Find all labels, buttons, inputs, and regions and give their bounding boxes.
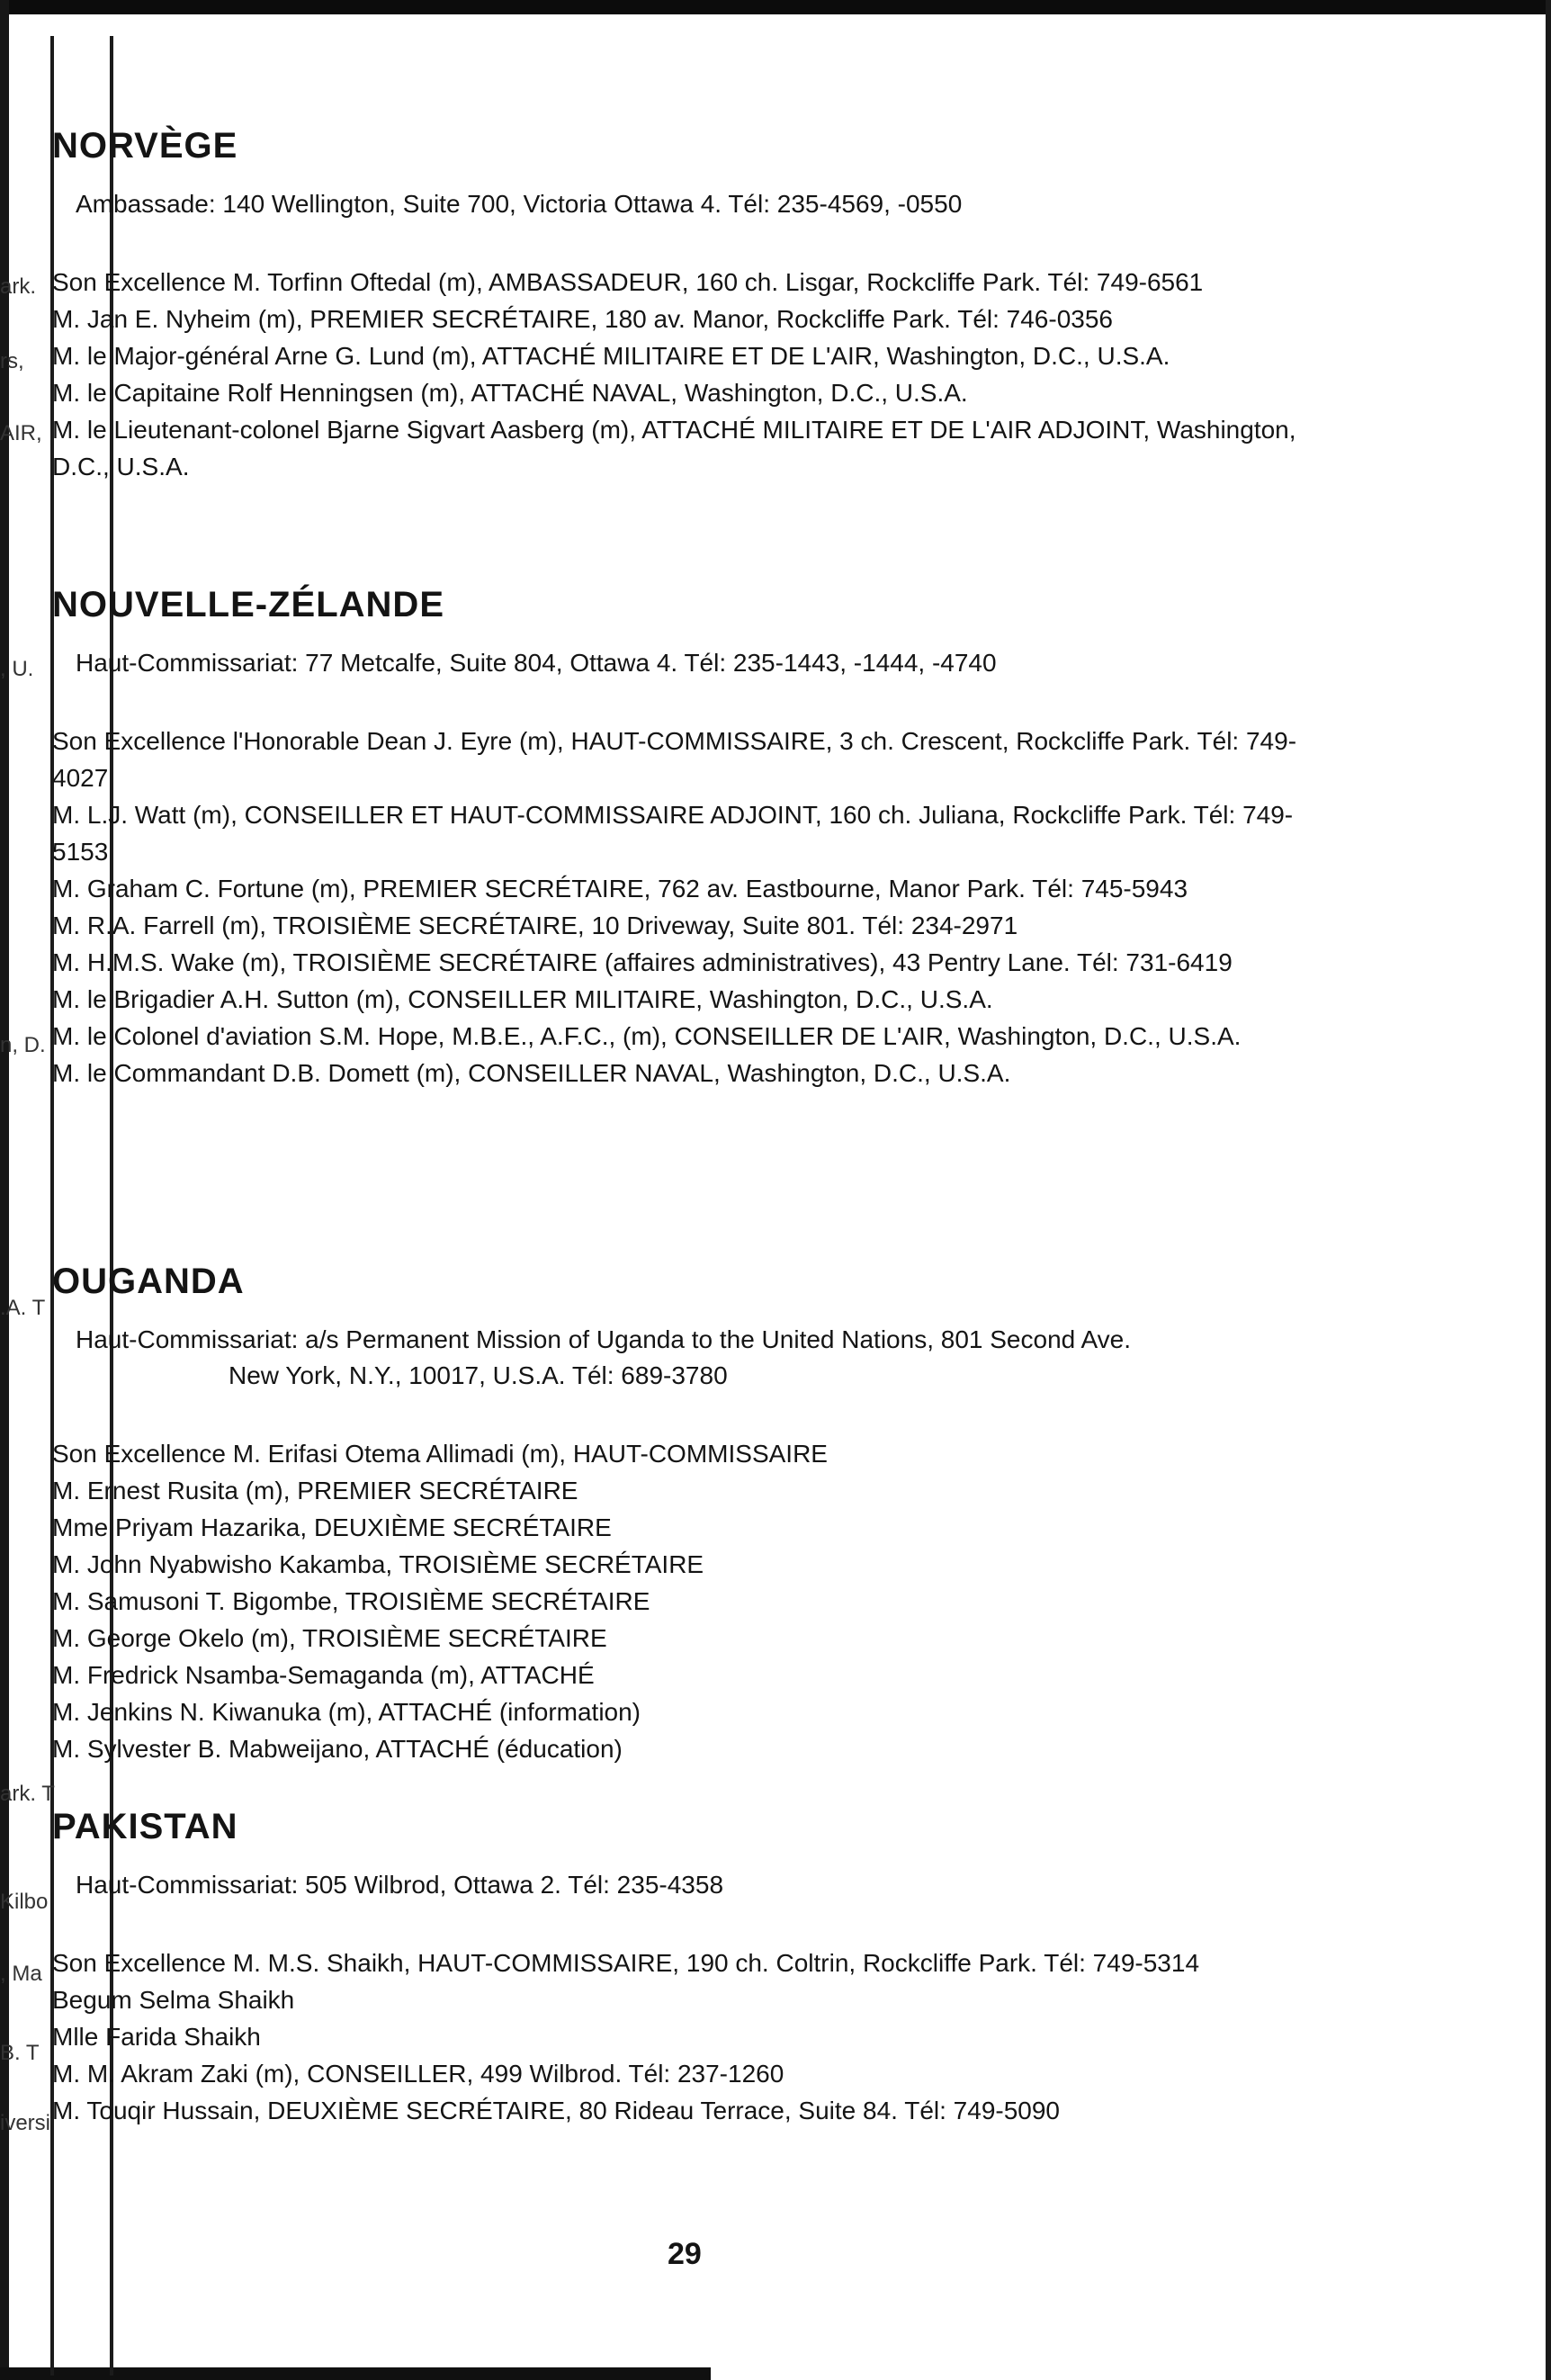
staff-entry: M. George Okelo (m), TROISIÈME SECRÉTAIRE xyxy=(52,1624,607,1652)
scan-top-border xyxy=(0,0,1551,14)
edge-fragment: B. T xyxy=(0,2041,40,2065)
page-number: 29 xyxy=(668,2237,702,2271)
staff-entry: M. John Nyabwisho Kakamba, TROISIÈME SECRÉTAIRE xyxy=(52,1550,704,1578)
staff-entry: Son Excellence M. Erifasi Otema Allimadi (m), HAUT-COMMISSAIRE xyxy=(52,1440,828,1468)
staff-entry: M. Graham C. Fortune (m), PREMIER SECRÉTAIRE, 762 av. Eastbourne, Manor Park. Tél: 745-5943 xyxy=(52,875,1188,903)
directory-page xyxy=(52,126,1339,2156)
staff-entry: M. Ernest Rusita (m), PREMIER SECRÉTAIRE xyxy=(52,1477,578,1504)
country-heading: PAKISTAN xyxy=(52,1807,238,1846)
staff-entry: Son Excellence M. M.S. Shaikh, HAUT-COMMISSAIRE, 190 ch. Coltrin, Rockcliffe Park. Tél: 749-5314 xyxy=(52,1949,1200,1977)
staff-entry: Son Excellence M. Torfinn Oftedal (m), AMBASSADEUR, 160 ch. Lisgar, Rockcliffe Park. Tél: 749-6561 xyxy=(52,268,1204,296)
edge-fragment: Kilbo xyxy=(0,1890,49,1914)
scan-right-border xyxy=(1546,0,1551,2380)
staff-entry: M. Jan E. Nyheim (m), PREMIER SECRÉTAIRE, 180 av. Manor, Rockcliffe Park. Tél: 746-0356 xyxy=(52,305,1113,333)
mission-address: Haut-Commissariat: a/s Permanent Mission of Uganda to the United Nations, 801 Second Ave. New York, N.Y., 10017, U.S.A. Tél: 689-3780 xyxy=(76,1325,1131,1389)
staff-entry: M. Samusoni T. Bigombe, TROISIÈME SECRÉTAIRE xyxy=(52,1587,650,1615)
staff-entry: M. R.A. Farrell (m), TROISIÈME SECRÉTAIRE, 10 Driveway, Suite 801. Tél: 234-2971 xyxy=(52,912,1018,939)
edge-fragment: iversi xyxy=(0,2111,51,2135)
edge-fragment: .A. T xyxy=(0,1296,46,1320)
mission-address: Haut-Commissariat: 505 Wilbrod, Ottawa 2. Tél: 235-4358 xyxy=(76,1871,724,1899)
staff-entry: M. le Brigadier A.H. Sutton (m), CONSEILLER MILITAIRE, Washington, D.C., U.S.A. xyxy=(52,985,993,1013)
staff-list xyxy=(52,1435,1339,1767)
edge-fragment: n, D. xyxy=(0,1033,46,1057)
staff-entry: M. le Commandant D.B. Domett (m), CONSEILLER NAVAL, Washington, D.C., U.S.A. xyxy=(52,1059,1011,1087)
edge-fragment: , U. xyxy=(0,657,34,681)
edge-fragment: ark. T xyxy=(0,1782,55,1806)
staff-entry: M. le Capitaine Rolf Henningsen (m), ATTACHÉ NAVAL, Washington, D.C., U.S.A. xyxy=(52,379,968,407)
staff-entry: M. Sylvester B. Mabweijano, ATTACHÉ (éducation) xyxy=(52,1735,623,1763)
staff-list xyxy=(52,264,1339,485)
edge-fragment: ark. xyxy=(0,274,37,299)
mission-address: Haut-Commissariat: 77 Metcalfe, Suite 804, Ottawa 4. Tél: 235-1443, -1444, -4740 xyxy=(76,649,997,677)
edge-fragment: AIR, xyxy=(0,421,42,445)
staff-entry: M. H.M.S. Wake (m), TROISIÈME SECRÉTAIRE (affaires administratives), 43 Pentry Lane. Tél: 731-6419 xyxy=(52,948,1233,976)
country-section-new-zealand xyxy=(52,585,1339,1262)
country-section-norway xyxy=(52,126,1339,585)
scan-bottom-border xyxy=(0,2367,711,2380)
country-heading: NOUVELLE-ZÉLANDE xyxy=(52,585,444,624)
country-heading: OUGANDA xyxy=(52,1262,245,1301)
edge-fragment: rs, xyxy=(0,349,24,373)
staff-entry: M. le Colonel d'aviation S.M. Hope, M.B.E., A.F.C., (m), CONSEILLER DE L'AIR, Washington, D.C., U.S.A. xyxy=(52,1022,1242,1050)
country-heading: NORVÈGE xyxy=(52,126,238,166)
staff-entry: Mme Priyam Hazarika, DEUXIÈME SECRÉTAIRE xyxy=(52,1513,612,1541)
staff-entry: M. L.J. Watt (m), CONSEILLER ET HAUT-COMMISSAIRE ADJOINT, 160 ch. Juliana, Rockcliffe Park. Tél: 749-5153 xyxy=(52,801,1294,866)
staff-entry: M. Jenkins N. Kiwanuka (m), ATTACHÉ (information) xyxy=(52,1698,641,1726)
country-section-pakistan xyxy=(52,1807,1339,2129)
staff-list xyxy=(52,723,1339,1091)
country-section-uganda xyxy=(52,1262,1339,1807)
edge-fragment: , Ma xyxy=(0,1962,42,1986)
staff-entry: Mlle Farida Shaikh xyxy=(52,2023,261,2051)
staff-entry: M. Touqir Hussain, DEUXIÈME SECRÉTAIRE, 80 Rideau Terrace, Suite 84. Tél: 749-5090 xyxy=(52,2097,1060,2124)
staff-entry: M. le Lieutenant-colonel Bjarne Sigvart Aasberg (m), ATTACHÉ MILITAIRE ET DE L'AIR ADJOINT, Washington, D.C., U.S.A. xyxy=(52,416,1296,480)
staff-entry: Son Excellence l'Honorable Dean J. Eyre (m), HAUT-COMMISSAIRE, 3 ch. Crescent, Rockcliffe Park. Tél: 749-4027 xyxy=(52,727,1297,792)
mission-address: Ambassade: 140 Wellington, Suite 700, Victoria Ottawa 4. Tél: 235-4569, -0550 xyxy=(76,190,963,218)
staff-entry: M. le Major-général Arne G. Lund (m), ATTACHÉ MILITAIRE ET DE L'AIR, Washington, D.C., U.S.A. xyxy=(52,342,1170,370)
staff-entry: M. M. Akram Zaki (m), CONSEILLER, 499 Wilbrod. Tél: 237-1260 xyxy=(52,2060,784,2088)
staff-entry: M. Fredrick Nsamba-Semaganda (m), ATTACHÉ xyxy=(52,1661,595,1689)
staff-list xyxy=(52,1944,1339,2129)
staff-entry: Begum Selma Shaikh xyxy=(52,1986,295,2014)
